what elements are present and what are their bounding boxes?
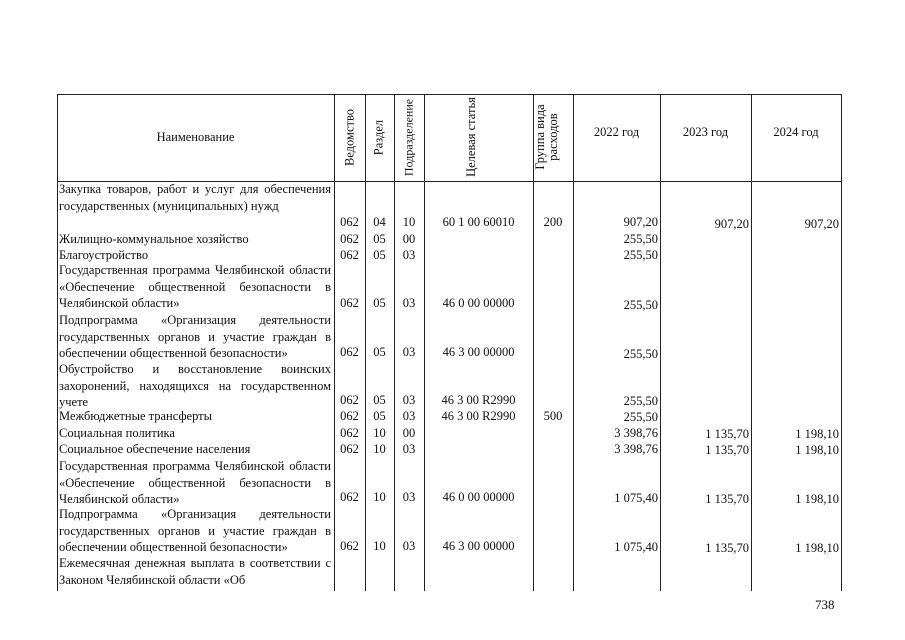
row-name: Подпрограмма «Организация деятельности государственных органов и участие граждан в обеспечении общественной безопасности» (59, 507, 331, 555)
row-2022: 255,50 (623, 410, 658, 424)
row-razd: 10 (373, 490, 386, 504)
row-podr: 03 (402, 345, 416, 359)
row-ved: 062 (340, 232, 359, 246)
row-ved: 062 (340, 248, 359, 262)
row-2023: 1 135,70 (705, 541, 749, 555)
row-2023: 1 135,70 (705, 492, 749, 506)
row-2022: 255,50 (623, 347, 658, 361)
header-vedomstvo: Ведомство (342, 108, 357, 167)
row-2022: 1 075,40 (614, 540, 658, 554)
row-2023: 907,20 (714, 217, 749, 231)
grid-line (841, 94, 842, 591)
row-cs: 46 3 00 00000 (442, 539, 515, 553)
row-name: Жилищно-коммунальное хозяйство (59, 232, 249, 246)
header-razdel: Раздел (371, 119, 386, 156)
row-2022: 255,50 (623, 232, 658, 246)
row-podr: 03 (402, 393, 416, 407)
row-razd: 10 (373, 426, 386, 440)
grid-line (365, 94, 366, 591)
row-podr: 00 (402, 232, 416, 246)
row-name: Социальное обеспечение населения (59, 442, 251, 456)
header-group: Группа вида расходов (533, 104, 560, 170)
row-razd: 04 (373, 215, 386, 229)
row-2022: 3 398,76 (614, 442, 658, 456)
row-vr: 500 (543, 409, 563, 423)
row-2023: 1 135,70 (705, 427, 749, 441)
row-podr: 03 (402, 490, 416, 504)
row-podr: 03 (402, 442, 416, 456)
row-razd: 05 (373, 409, 386, 423)
row-name: Межбюджетные трансферты (59, 409, 213, 423)
page-number: 738 (815, 597, 835, 612)
row-razd: 10 (373, 442, 386, 456)
row-name: Государственная программа Челябинской области «Обеспечение общественной безопасности в Челябинской области» (59, 459, 331, 507)
header-2023: 2023 год (682, 125, 729, 139)
row-podr: 00 (402, 426, 416, 440)
row-podr: 03 (402, 539, 416, 553)
row-name: Государственная программа Челябинской области «Обеспечение общественной безопасности в Челябинской области» (59, 263, 331, 311)
row-2022: 1 075,40 (614, 491, 658, 505)
row-ved: 062 (340, 490, 359, 504)
row-ved: 062 (340, 393, 359, 407)
header-podrazdel: Подразделение (401, 98, 416, 177)
row-name: Обустройство и восстановление воинских захоронений, находящихся на государственном учете (59, 362, 331, 410)
row-2023: 1 135,70 (705, 443, 749, 457)
row-name: Закупка товаров, работ и услуг для обеспечения государственных (муниципальных) нужд (59, 182, 331, 213)
row-razd: 05 (373, 248, 386, 262)
row-ved: 062 (340, 442, 359, 456)
row-vr: 200 (543, 215, 563, 229)
row-2022: 907,20 (623, 215, 658, 229)
row-podr: 03 (402, 296, 416, 310)
row-cs: 46 3 00 00000 (442, 345, 515, 359)
row-2024: 1 198,10 (795, 492, 839, 506)
row-cs: 46 3 00 R2990 (441, 409, 516, 423)
row-ved: 062 (340, 409, 359, 423)
row-razd: 05 (373, 345, 386, 359)
row-2024: 1 198,10 (795, 443, 839, 457)
header-2022: 2022 год (593, 125, 640, 139)
row-ved: 062 (340, 426, 359, 440)
row-2024: 1 198,10 (795, 541, 839, 555)
row-name: Социальная политика (59, 426, 175, 440)
row-podr: 03 (402, 248, 416, 262)
header-2024: 2024 год (773, 125, 819, 139)
row-cs: 46 3 00 R2990 (441, 393, 516, 407)
row-2022: 255,50 (623, 248, 658, 262)
row-cs: 46 0 00 00000 (442, 296, 515, 310)
row-razd: 05 (373, 296, 386, 310)
row-cs: 46 0 00 00000 (442, 490, 515, 504)
row-razd: 05 (373, 232, 386, 246)
row-podr: 10 (402, 215, 416, 229)
budget-table (57, 94, 841, 591)
header-target: Целевая статья (464, 97, 478, 177)
row-ved: 062 (340, 345, 359, 359)
grid-line (424, 94, 425, 591)
row-podr: 03 (402, 409, 416, 423)
row-razd: 10 (373, 539, 386, 553)
header-name: Наименование (156, 130, 235, 144)
grid-line (334, 94, 335, 591)
row-2022: 3 398,76 (614, 426, 658, 440)
row-ved: 062 (340, 539, 359, 553)
row-name: Благоустройство (59, 248, 149, 262)
row-2024: 1 198,10 (795, 427, 839, 441)
row-razd: 05 (373, 393, 386, 407)
row-name: Подпрограмма «Организация деятельности государственных органов и участие граждан в обеспечении общественной безопасности» (59, 313, 331, 361)
grid-line (394, 94, 395, 591)
row-ved: 062 (340, 296, 359, 310)
row-2024: 907,20 (804, 217, 839, 231)
row-ved: 062 (340, 215, 359, 229)
row-cs: 60 1 00 60010 (442, 215, 515, 229)
row-name: Ежемесячная денежная выплата в соответствии с Законом Челябинской области «Об (59, 556, 331, 587)
row-2022: 255,50 (623, 298, 658, 312)
row-2022: 255,50 (623, 394, 658, 408)
